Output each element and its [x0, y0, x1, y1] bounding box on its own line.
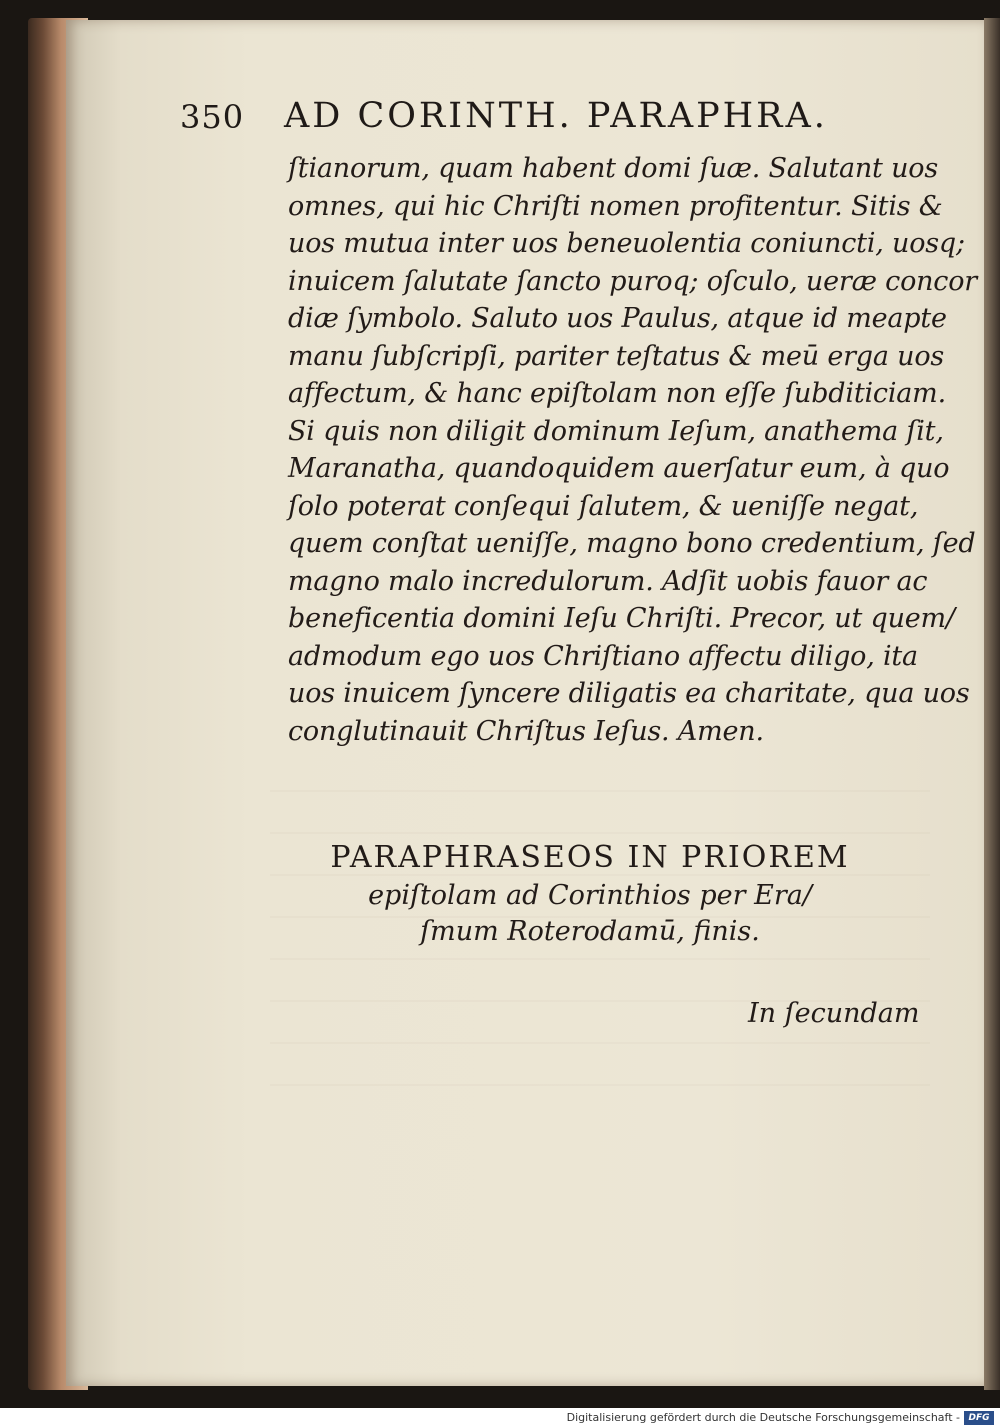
colophon — [260, 838, 920, 950]
page-header — [180, 96, 900, 140]
page-number: 350 — [180, 98, 245, 136]
text-line: admodum ego uos Chriſtiano affectu diligo, ita — [288, 640, 918, 672]
dfg-logo-icon: DFG — [964, 1411, 994, 1425]
text-line: manu ſubſcripſi, pariter teſtatus & meū erga uos — [288, 340, 945, 372]
text-line: inuicem ſalutate ſancto puroq; oſculo, ueræ concor — [288, 265, 977, 297]
text-line: beneficentia domini Ieſu Chriſti. Precor, ut quem/ — [288, 603, 955, 634]
page-right-edge — [984, 18, 1000, 1390]
text-line: uos mutua inter uos beneuolentia coniuncti, uosq; — [288, 228, 965, 259]
text-line: affectum, & hanc epiſtolam non eſſe ſubditiciam. — [288, 378, 946, 409]
colophon-heading: PARAPHRASEOS IN PRIOREM — [330, 840, 850, 875]
catchword: In ſecundam — [748, 998, 920, 1029]
text-line: conglutinauit Chriſtus Ieſus. Amen. — [288, 715, 764, 747]
text-line: uos inuicem ſyncere diligatis ea charitate, qua uos — [288, 678, 970, 709]
text-line: ſolo poterat conſequi ſalutem, & ueniſſe negat, — [288, 490, 919, 522]
funding-credit: Digitalisierung gefördert durch die Deutsche Forschungsgemeinschaft - — [566, 1411, 960, 1424]
text-line: Maranatha, quandoquidem auerſatur eum, à quo — [288, 453, 950, 484]
colophon-line: epiſtolam ad Corinthios per Era/ — [368, 880, 812, 911]
text-line: ſtianorum, quam habent domi ſuæ. Salutant uos — [288, 153, 938, 184]
running-title: AD CORINTH. PARAPHRA. — [284, 96, 828, 136]
body-text — [288, 150, 977, 750]
text-line: quem conſtat ueniſſe, magno bono credentium, ſed — [288, 528, 976, 559]
colophon-line: ſmum Roterodamū, finis. — [420, 916, 760, 947]
text-line: Si quis non diligit dominum Ieſum, anathema ſit, — [288, 415, 944, 447]
text-line: omnes, qui hic Chriſti nomen profitentur. Sitis & — [288, 190, 943, 222]
text-line: diæ ſymbolo. Saluto uos Paulus, atque id meapte — [288, 303, 947, 334]
text-line: magno malo incredulorum. Adſit uobis fauor ac — [288, 565, 928, 597]
